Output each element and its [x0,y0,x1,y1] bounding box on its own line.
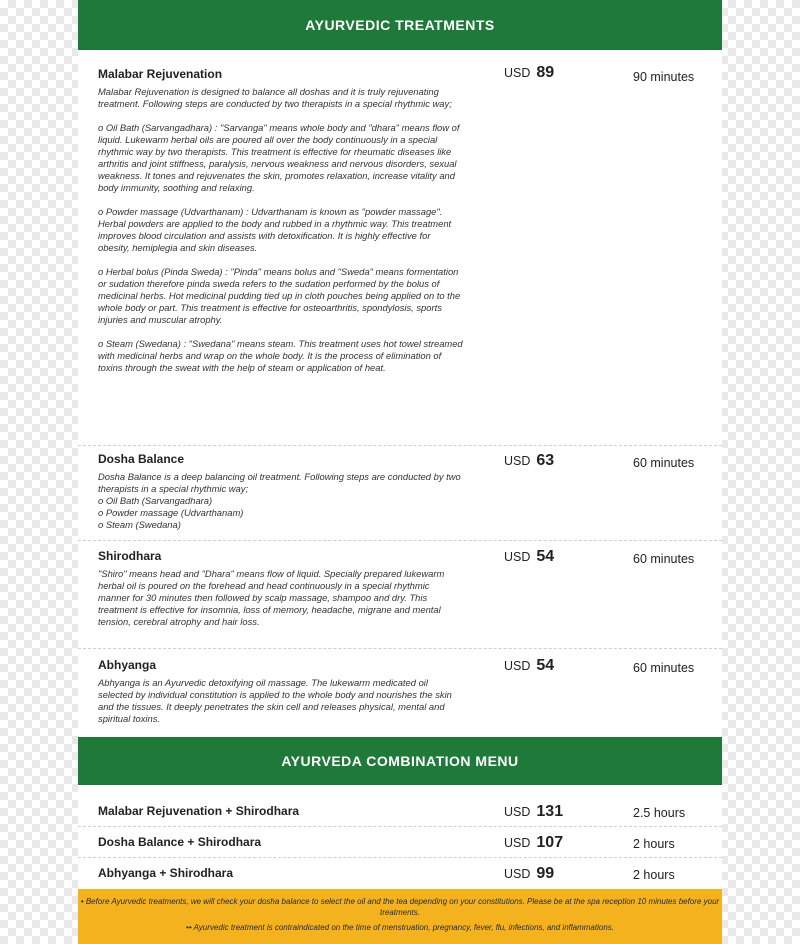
combo-price [504,803,563,821]
combo-name: Dosha Balance + Shirodhara [98,835,262,849]
description-paragraph: Malabar Rejuvenation is designed to balance all doshas and it is truly rejuvenating treatment. Following steps are conducted by two therapists in a special rhythmic way; [98,86,452,109]
currency: USD [504,550,531,564]
description-paragraph: o Oil Bath (Sarvangadhara) : "Sarvanga" means whole body and "dhara" means flow of liquid. Lukewarm herbal oils are poured all over the body continuously in a special rhythmic way by two therapists. This treatment is effective for rheumatic diseases like arthritis and joint stiffness, paralysis, nervous weakness and nervous disorders, sexual weakness. It tones and rejuvenates the skin, promotes relaxation, increase vitality and body immunity, soothing and relaxing. [98,122,460,193]
treatment-duration: 60 minutes [633,661,695,675]
combo-name: Malabar Rejuvenation + Shirodhara [98,804,300,818]
combo-name: Abhyanga + Shirodhara [98,866,234,880]
price-amount: 131 [536,803,564,820]
treatment-row-dosha-balance [78,445,722,540]
treatment-description [98,86,463,374]
description-intro: Dosha Balance is a deep balancing oil treatment. Following steps are conducted by two therapists in a special rhythmic way; [98,471,461,494]
step-item: o Powder massage (Udvarthanam) [98,507,244,518]
treatment-price [504,64,554,82]
treatment-description: "Shiro" means head and "Dhara" means flow of liquid. Specially prepared lukewarm herbal oil is poured on the forehead and head continuously in a special rhythmic manner for 30 minutes then followed by scalp massage, shampoo and dry. This treatment is effective for insomnia, loss of memory, headache, migrane and mental tension, cerebral atrophy and hair loss. [98,568,445,627]
treatment-row-malabar [78,0,722,445]
combo-price [504,834,563,852]
price-amount: 99 [536,865,555,882]
section-title: AYURVEDA COMBINATION MENU [281,753,519,769]
combo-duration: 2.5 hours [633,806,686,820]
treatment-name: Abhyanga [98,658,157,672]
combo-duration: 2 hours [633,837,675,851]
treatment-name: Shirodhara [98,549,162,563]
combo-row [78,826,722,857]
treatment-name: Dosha Balance [98,452,185,466]
treatment-duration: 60 minutes [633,552,695,566]
currency: USD [504,867,531,881]
price-amount: 63 [536,452,555,469]
combo-price [504,865,554,883]
currency: USD [504,454,531,468]
price-amount: 54 [536,548,555,565]
section-title: AYURVEDIC TREATMENTS [305,17,495,33]
description-paragraph: o Powder massage (Udvarthanam) : Udvarthanam is known as "powder massage". Herbal powders are applied to the body and rubbed in a rhythmic way. This treatment improves blood circulation and assists with detoxification. It is highly effective for obesity, hemiplegia and skin diseases. [98,206,452,253]
treatment-duration: 60 minutes [633,456,695,470]
currency: USD [504,66,531,80]
currency: USD [504,659,531,673]
price-amount: 107 [536,834,564,851]
treatment-price [504,548,554,566]
description-paragraph: o Herbal bolus (Pinda Sweda) : "Pinda" means bolus and "Sweda" means formentation or sudation therefore pinda sweda refers to the sudation performed by the bolus of medicinal herbs. Hot medicinal pudding tied up in cloth pouches being applied on to the whole body or part. This treatment is effective for osteoarthritis, spondylosis, sports injuries and muscular atrophy. [98,266,461,325]
combo-duration: 2 hours [633,868,675,882]
description-paragraph: o Steam (Swedana) : "Swedana" means steam. This treatment uses hot towel streamed with medicinal herbs and wrap on the whole body. It is the process of elimination of toxins through the sweat with the help of steam or application of heat. [98,338,463,373]
combo-row [78,857,722,889]
treatment-row-shirodhara [78,540,722,648]
price-amount: 54 [536,657,555,674]
footer-note: • Before Ayurvedic treatments, we will check your dosha balance to select the oil and the tea depending on your constitutions. Please be at the spa reception 10 minutes before your treatments. [80,897,720,917]
footer-note: •• Ayurvedic treatment is contraindicated on the time of menstruation, pregnancy, fever, flu, infections, and inflammations. [186,923,614,932]
treatment-name: Malabar Rejuvenation [98,67,223,81]
treatment-description [98,471,463,531]
footer-notes [78,889,722,944]
step-item: o Steam (Swedana) [98,519,181,530]
treatment-row-abhyanga [78,648,722,737]
menu-page [78,0,722,944]
section-header-combination-menu [78,737,722,785]
treatment-duration: 90 minutes [633,70,695,84]
price-amount: 89 [536,64,555,81]
treatment-price [504,657,554,675]
currency: USD [504,805,531,819]
treatment-description: Abhyanga is an Ayurvedic detoxifying oil massage. The lukewarm medicated oil selected by individual constitution is applied to the whole body and nourishes the skin and the tissues. It deeply penetrates the skin cell and releases physical, mental and spiritual toxins. [98,677,452,724]
combo-row [78,795,722,826]
currency: USD [504,836,531,850]
treatment-price [504,452,554,470]
step-item: o Oil Bath (Sarvangadhara) [98,495,213,506]
